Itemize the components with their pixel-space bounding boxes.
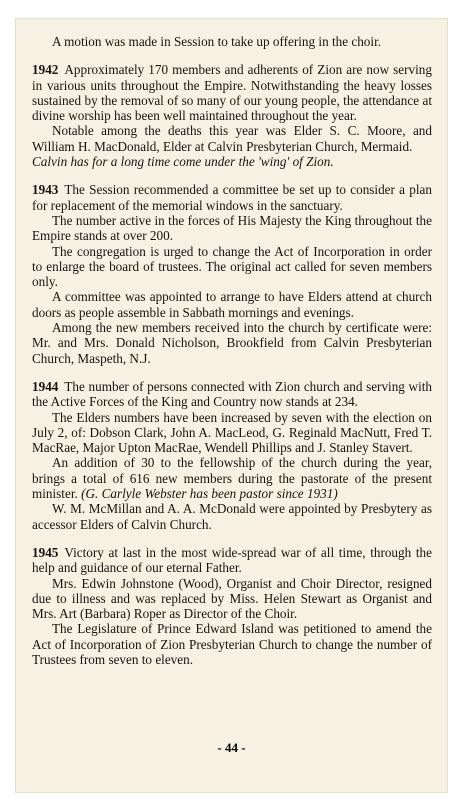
entry-1942-paragraph-1: 1942 Approximately 170 members and adherents of Zion are now serving in various units throughout the Empire. Notwithstanding the heavy losses sustained by the removal of so many of our young people, the attendance at divine worship has been well maintained throughout the year. [32, 62, 432, 124]
entry-1945-paragraph-1: 1945 Victory at last in the most wide-spread war of all time, through the help and guidance of our eternal Father. [32, 544, 432, 576]
page-number: - 44 - [217, 740, 246, 755]
entry-1945-paragraph-3: The Legislature of Prince Edward Island was petitioned to amend the Act of Incorporation of Zion Presbyterian Church to change the number of Trustees from seven to eleven. [32, 621, 432, 667]
entry-1943-paragraph-2: The number active in the forces of His Majesty the King throughout the Empire stands at over 200. [32, 212, 432, 244]
entry-1944-paragraph-4: W. M. McMillan and A. A. McDonald were appointed by Presbytery as accessor Elders of Calvin Church. [32, 501, 432, 532]
intro-paragraph: A motion was made in Session to take up offering in the choir. [52, 34, 382, 49]
entry-1943-paragraph-5: Among the new members received into the church by certificate were: Mr. and Mrs. Donald Nicholson, Brookfield from Calvin Presbyterian Church, Maspeth, N.J. [32, 320, 432, 366]
entry-1945-paragraph-2: Mrs. Edwin Johnstone (Wood), Organist and Choir Director, resigned due to illness and was replaced by Miss. Helen Stewart as Organist and Mrs. Art (Barbara) Roper as Director of the Choir. [32, 575, 432, 622]
entry-year-1945: 1945 [32, 544, 59, 560]
entry-1943-paragraph-3: The congregation is urged to change the Act of Incorporation in order to enlarge the board of trustees. The original act called for seven members only. [32, 243, 432, 290]
entry-year-1942: 1942 [32, 62, 59, 78]
entry-1944-paragraph-3: An addition of 30 to the fellowship of the church during the year, brings a total of 616 new members during the pastorate of the present minister. (G. Carlyle Webster has been pastor since 1931) [32, 455, 432, 502]
entry-1944-paragraph-2: The Elders numbers have been increased by seven with the election on July 2, of: Dobson Clark, John A. MacLeod, G. Reginald MacNutt, Fred T. MacRae, Major Upton MacRae, Wendell Phillips and J. Stanley Stavert. [32, 409, 432, 456]
entry-1944-paragraph-1: 1944 The number of persons connected with Zion church and serving with the Active Forces of the King and Country now stands at 234. [32, 378, 432, 410]
entry-1942-paragraph-2: Notable among the deaths this year was Elder S. C. Moore, and William H. MacDonald, Elder at Calvin Presbyterian Church, Mermaid. [32, 123, 432, 154]
entry-1942-italic-note: Calvin has for a long time come under the 'wing' of Zion. [32, 154, 334, 170]
entry-1944-italic-note: (G. Carlyle Webster has been pastor since 1931) [81, 486, 338, 502]
entry-year-1943: 1943 [32, 182, 59, 198]
page-content [32, 34, 432, 667]
entry-1943-paragraph-1: 1943 The Session recommended a committee be set up to consider a plan for replacement of the memorial windows in the sanctuary. [32, 182, 432, 213]
entry-year-1944: 1944 [32, 378, 59, 394]
document-page [15, 18, 448, 793]
entry-1943-paragraph-4: A committee was appointed to arrange to have Elders attend at church doors as people assemble in Sabbath mornings and evenings. [32, 289, 432, 320]
